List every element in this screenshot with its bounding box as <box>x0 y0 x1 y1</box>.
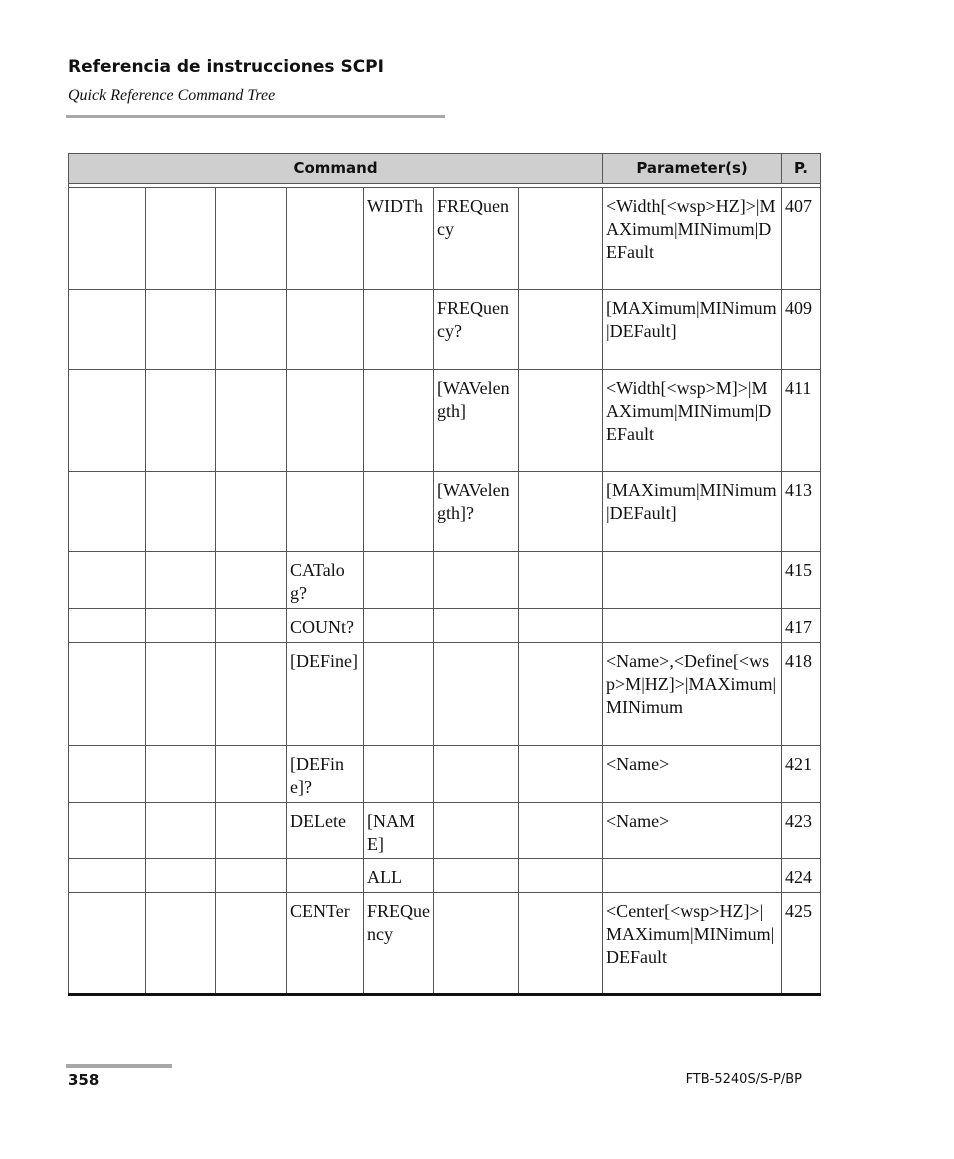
command-cell <box>519 370 603 472</box>
command-cell <box>69 746 146 803</box>
page-number: 358 <box>68 1071 100 1089</box>
header-command: Command <box>69 154 603 184</box>
command-cell: CENTer <box>287 893 364 995</box>
parameter-cell <box>603 609 782 643</box>
command-cell <box>519 290 603 370</box>
command-cell: FREQuency? <box>434 290 519 370</box>
table-row <box>69 609 821 643</box>
page-cell: 418 <box>782 643 821 746</box>
command-cell <box>146 893 216 995</box>
command-cell <box>69 859 146 893</box>
parameter-cell: <Center[<wsp>HZ]>|MAXimum|MINimum|DEFault <box>603 893 782 995</box>
parameter-cell <box>603 859 782 893</box>
command-cell <box>287 188 364 290</box>
command-cell <box>146 746 216 803</box>
page-cell: 409 <box>782 290 821 370</box>
command-cell: COUNt? <box>287 609 364 643</box>
command-cell <box>434 609 519 643</box>
command-cell: [DEFine] <box>287 643 364 746</box>
page-cell: 423 <box>782 803 821 859</box>
command-cell <box>69 803 146 859</box>
table-row <box>69 803 821 859</box>
page-cell: 417 <box>782 609 821 643</box>
command-cell <box>216 370 287 472</box>
command-cell <box>216 290 287 370</box>
parameter-cell: <Name> <box>603 803 782 859</box>
command-cell <box>69 552 146 609</box>
command-cell <box>146 552 216 609</box>
parameter-cell: [MAXimum|MINimum|DEFault] <box>603 290 782 370</box>
command-cell <box>434 552 519 609</box>
table-row <box>69 472 821 552</box>
command-cell <box>146 472 216 552</box>
command-cell: DELete <box>287 803 364 859</box>
command-cell <box>216 859 287 893</box>
command-cell: CATalog? <box>287 552 364 609</box>
table-row <box>69 893 821 995</box>
parameter-cell: <Width[<wsp>HZ]>|MAXimum|MINimum|DEFault <box>603 188 782 290</box>
command-cell <box>216 609 287 643</box>
command-cell: FREQuency <box>364 893 434 995</box>
table-header-row <box>69 154 821 184</box>
command-cell <box>519 609 603 643</box>
command-cell: FREQuency <box>434 188 519 290</box>
command-cell <box>364 643 434 746</box>
command-cell <box>216 552 287 609</box>
command-cell <box>364 290 434 370</box>
command-cell <box>146 609 216 643</box>
page-cell: 413 <box>782 472 821 552</box>
command-cell <box>519 803 603 859</box>
command-cell <box>216 893 287 995</box>
command-cell <box>364 552 434 609</box>
command-cell <box>364 746 434 803</box>
parameter-cell <box>603 552 782 609</box>
command-cell: [WAVelength]? <box>434 472 519 552</box>
command-cell <box>519 893 603 995</box>
page-cell: 424 <box>782 859 821 893</box>
command-cell <box>69 609 146 643</box>
command-cell <box>519 643 603 746</box>
command-cell <box>519 746 603 803</box>
page-cell: 415 <box>782 552 821 609</box>
command-cell <box>69 472 146 552</box>
command-cell: ALL <box>364 859 434 893</box>
table-row <box>69 290 821 370</box>
command-cell <box>287 859 364 893</box>
parameter-cell: <Name> <box>603 746 782 803</box>
command-cell: [NAME] <box>364 803 434 859</box>
command-cell <box>287 290 364 370</box>
command-cell <box>364 472 434 552</box>
page-cell: 425 <box>782 893 821 995</box>
command-cell <box>146 803 216 859</box>
table-body <box>69 188 821 995</box>
command-tree-table <box>68 153 821 996</box>
command-cell <box>146 188 216 290</box>
parameter-cell: <Name>,<Define[<wsp>M|HZ]>|MAXimum|MINimum <box>603 643 782 746</box>
command-cell <box>364 370 434 472</box>
command-cell <box>287 370 364 472</box>
page-cell: 411 <box>782 370 821 472</box>
command-cell <box>434 859 519 893</box>
command-cell <box>287 472 364 552</box>
table-row <box>69 643 821 746</box>
header-parameters: Parameter(s) <box>603 154 782 184</box>
command-cell <box>146 643 216 746</box>
command-cell <box>519 472 603 552</box>
command-cell <box>146 859 216 893</box>
command-cell <box>434 746 519 803</box>
command-cell <box>434 643 519 746</box>
command-cell: WIDTh <box>364 188 434 290</box>
section-subtitle: Quick Reference Command Tree <box>68 87 276 104</box>
command-cell: [DEFine]? <box>287 746 364 803</box>
command-cell <box>216 188 287 290</box>
command-cell <box>519 859 603 893</box>
command-cell <box>519 552 603 609</box>
parameter-cell: <Width[<wsp>M]>|MAXimum|MINimum|DEFault <box>603 370 782 472</box>
command-cell <box>146 370 216 472</box>
header-divider <box>66 115 445 118</box>
command-cell <box>69 643 146 746</box>
command-cell <box>364 609 434 643</box>
footer-divider <box>66 1064 172 1068</box>
command-cell <box>519 188 603 290</box>
command-cell <box>216 803 287 859</box>
table-row <box>69 188 821 290</box>
table-row <box>69 552 821 609</box>
command-cell <box>216 746 287 803</box>
command-cell <box>216 643 287 746</box>
table-row <box>69 746 821 803</box>
command-cell <box>69 893 146 995</box>
product-model: FTB-5240S/S-P/BP <box>685 1072 802 1087</box>
command-cell <box>434 893 519 995</box>
command-cell <box>146 290 216 370</box>
command-cell: [WAVelength] <box>434 370 519 472</box>
command-cell <box>69 370 146 472</box>
command-cell <box>434 803 519 859</box>
table-row <box>69 859 821 893</box>
command-cell <box>69 290 146 370</box>
page-cell: 407 <box>782 188 821 290</box>
section-title: Referencia de instrucciones SCPI <box>68 57 384 77</box>
table-row <box>69 370 821 472</box>
command-cell <box>216 472 287 552</box>
page-cell: 421 <box>782 746 821 803</box>
command-cell <box>69 188 146 290</box>
parameter-cell: [MAXimum|MINimum|DEFault] <box>603 472 782 552</box>
header-page: P. <box>782 154 821 184</box>
